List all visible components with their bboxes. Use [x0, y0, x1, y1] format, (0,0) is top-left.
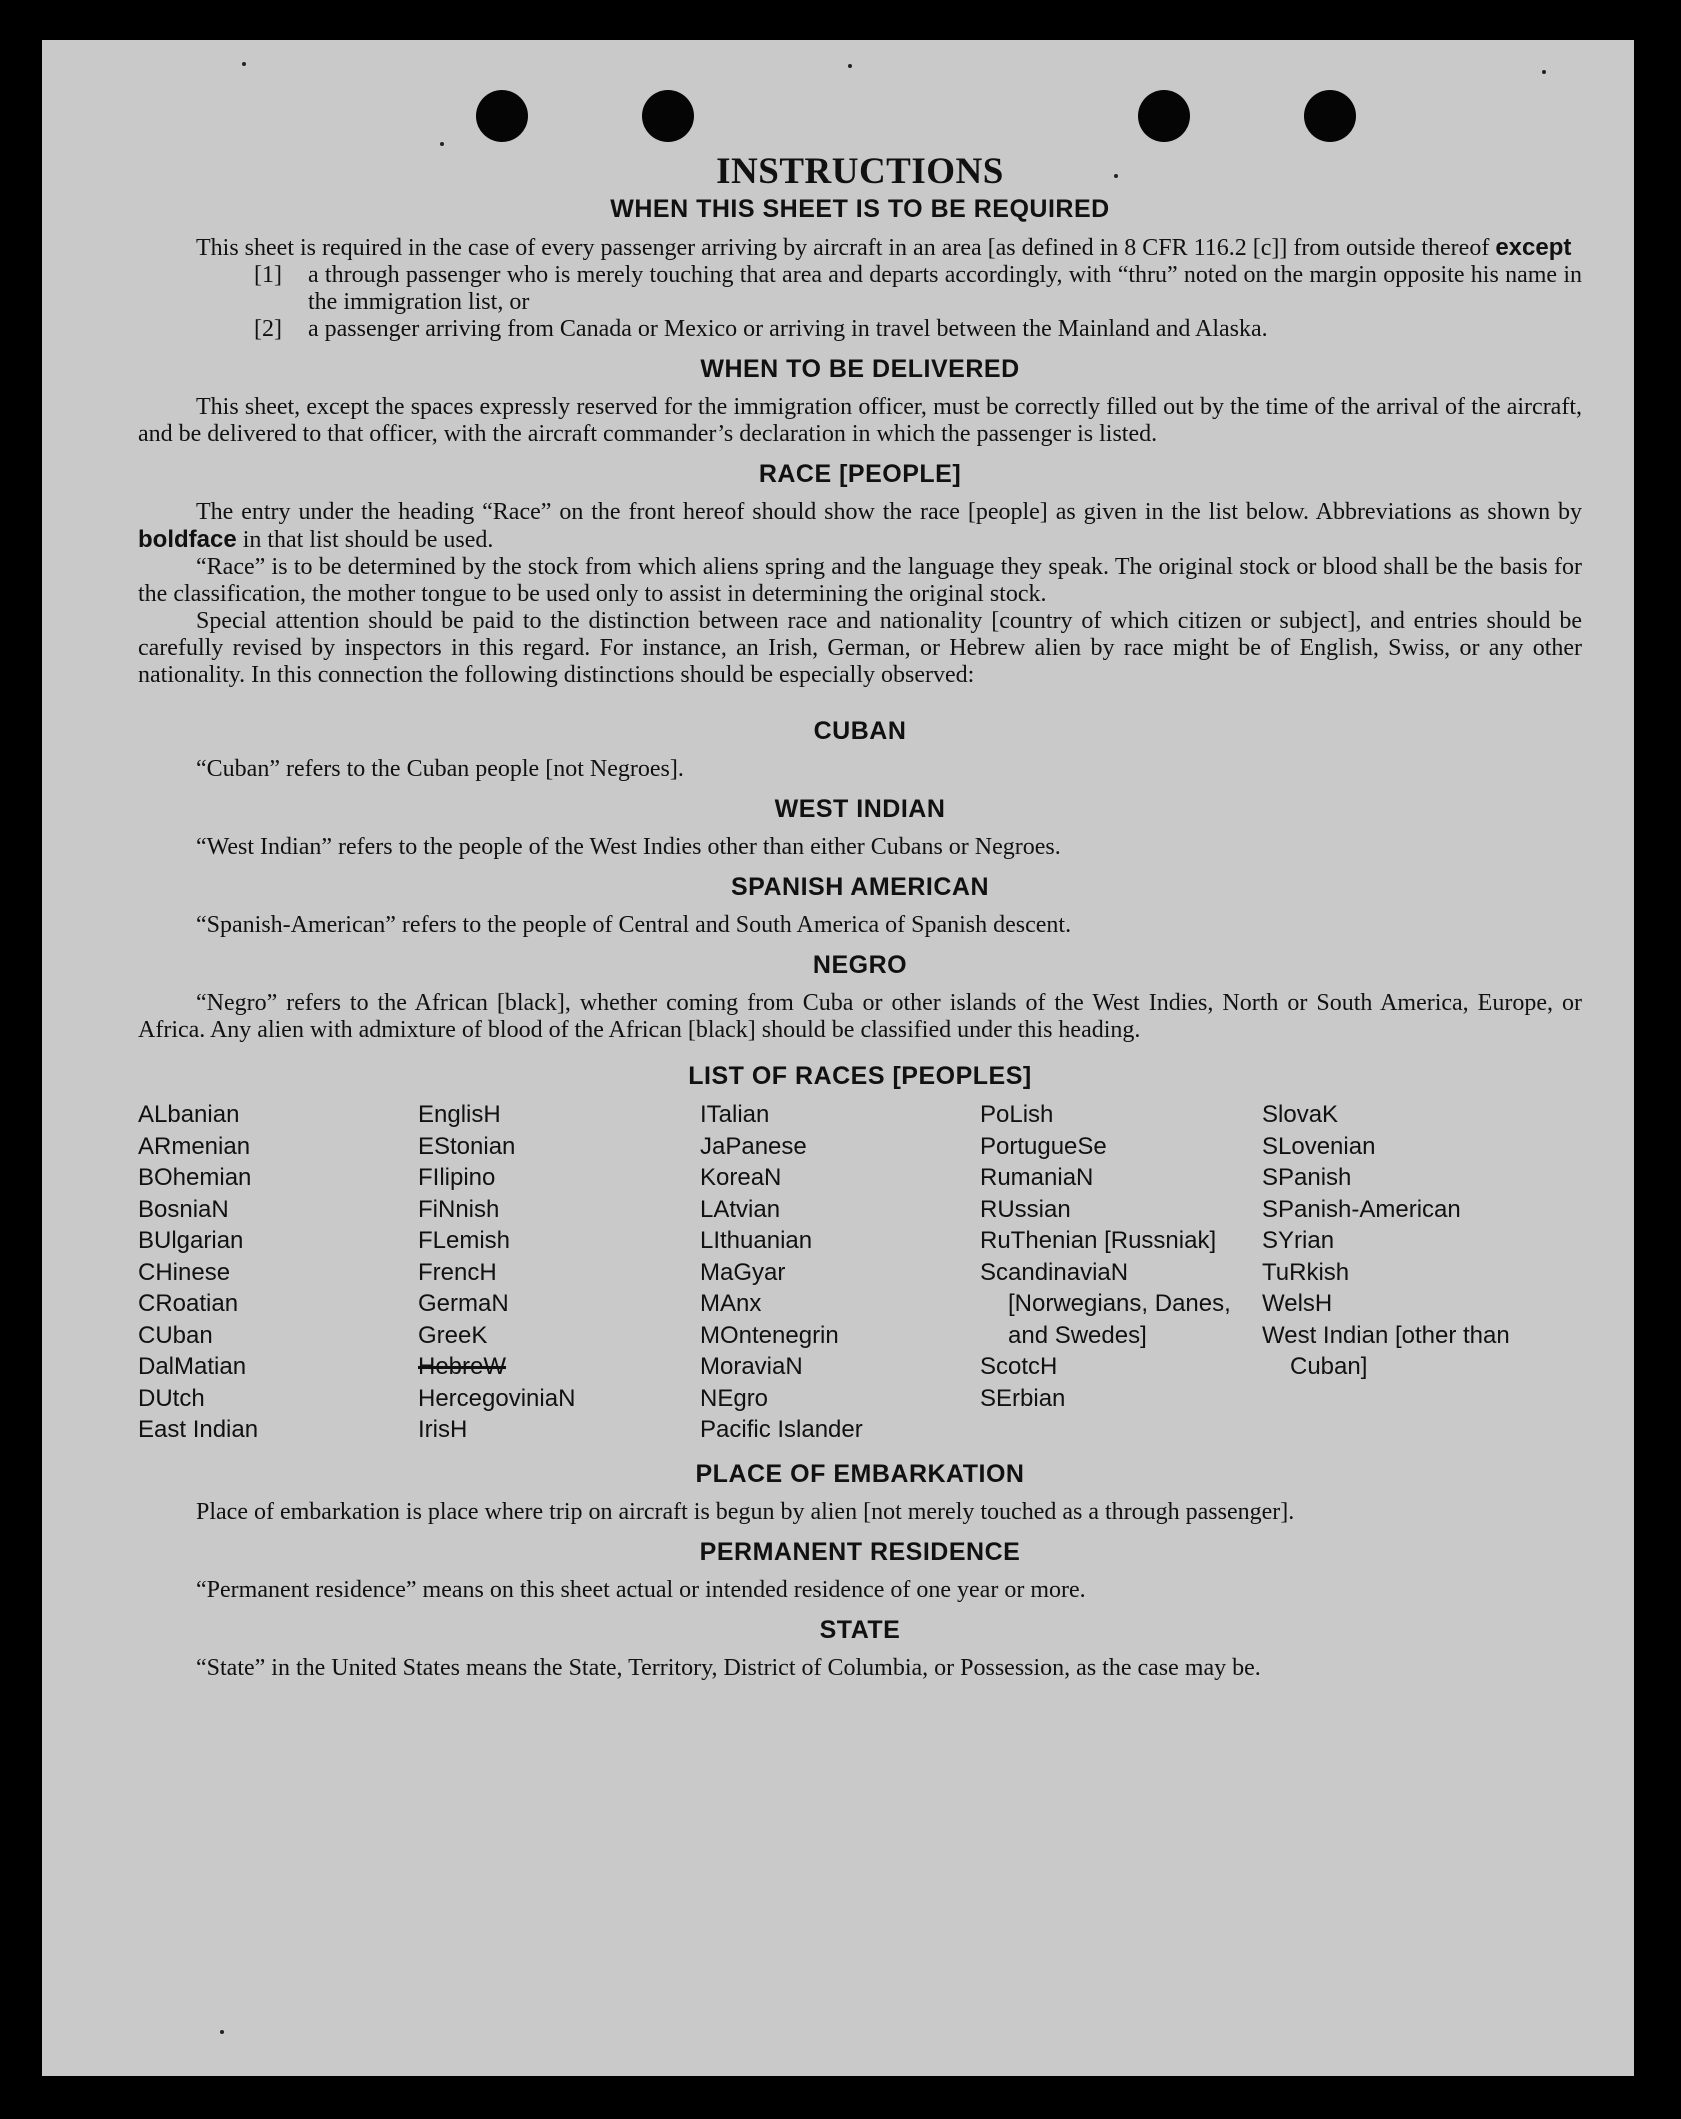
race-entry: GreeK — [418, 1321, 488, 1349]
race-entry: West Indian [other than Cuban] — [1262, 1321, 1510, 1380]
race-entry: BUlgarian — [138, 1227, 244, 1254]
race-entry: MoraviaN — [700, 1353, 803, 1380]
race-entry: TuRkish — [1262, 1258, 1350, 1286]
race-entry: CHinese — [138, 1258, 231, 1286]
race-entry: LAtvian — [700, 1195, 781, 1223]
speck — [848, 64, 852, 68]
race-paragraph: Special attention should be paid to the distinction between race and nationality [country of which citizen or subject], and entries should be carefully revised by inspectors in this regard. For instance, an Irish, German, or Hebrew alien by race might be of English, Swiss, or any other nationality. In this connection the following distinctions should be especially observed: — [138, 608, 1582, 688]
race-entry: DalMatian — [138, 1353, 247, 1380]
section-heading: SPANISH AMERICAN — [730, 873, 989, 901]
race-list — [138, 1099, 1582, 1446]
race-entry: FiNnish — [418, 1195, 500, 1223]
race-entry: East Indian — [138, 1416, 259, 1443]
race-entry: RuThenian [Russniak] — [980, 1227, 1217, 1254]
speck — [220, 2030, 224, 2034]
race-entry: EnglisH — [418, 1101, 501, 1128]
race-entry: IrisH — [418, 1416, 468, 1443]
delivered-text: This sheet, except the spaces expressly reserved for the immigration officer, must be correctly filled out by the time of the arrival of the aircraft, and be delivered to that officer, with the aircraft commander’s declaration in which the passenger is listed. — [138, 394, 1582, 447]
race-column — [1262, 1099, 1582, 1446]
embarkation-text: Place of embarkation is place where trip on aircraft is begun by alien [not merely touched as a through passenger]. — [196, 1498, 1295, 1525]
cuban-text: “Cuban” refers to the Cuban people [not Negroes]. — [196, 756, 684, 782]
race-entry: DUtch — [138, 1384, 205, 1412]
race-entry: FLemish — [418, 1227, 511, 1254]
race-paragraph: The entry under the heading “Race” on the front hereof should show the race [people] as given in the list below. Abbreviations as shown by boldface in that list should be used. — [138, 499, 1582, 553]
race-entry: RumaniaN — [980, 1164, 1094, 1191]
state-text: “State” in the United States means the State, Territory, District of Columbia, or Possession, as the case may be. — [196, 1654, 1261, 1681]
negro-text: “Negro” refers to the African [black], whether coming from Cuba or other islands of the West Indies, North or South America, Europe, or Africa. Any alien with admixture of blood of the African [black] should be classified under this heading. — [138, 990, 1582, 1043]
race-entry: SLovenian — [1262, 1132, 1376, 1160]
punch-hole — [1304, 90, 1356, 142]
race-entry: SlovaK — [1262, 1101, 1339, 1128]
section-heading: STATE — [819, 1615, 901, 1644]
exception-item: [1] a through passenger who is merely touching that area and departs accordingly, with “thru” noted on the margin opposite his name in the immigration list, or — [254, 262, 1582, 315]
instructions-content — [138, 150, 1582, 1682]
race-column — [700, 1099, 980, 1446]
race-entry: SPanish — [1262, 1164, 1352, 1191]
speck — [440, 142, 444, 146]
race-entry-struck: HebreW — [418, 1353, 507, 1380]
race-entry: SErbian — [980, 1384, 1066, 1412]
speck — [1542, 70, 1546, 74]
punch-hole — [1138, 90, 1190, 142]
race-entry: ALbanian — [138, 1101, 240, 1128]
race-entry: FIlipino — [418, 1164, 496, 1191]
speck — [242, 62, 246, 66]
race-entry: Pacific Islander — [700, 1416, 863, 1443]
section-heading: WEST INDIAN — [774, 795, 946, 823]
race-entry: MAnx — [700, 1290, 762, 1317]
section-heading: NEGRO — [812, 951, 908, 979]
race-entry: LIthuanian — [700, 1227, 813, 1254]
race-entry: ScandinaviaN [Norwegians, Danes, and Swedes] — [980, 1258, 1231, 1349]
exception-item: [2] a passenger arriving from Canada or Mexico or arriving in travel between the Mainland and Alaska. — [254, 316, 1268, 342]
race-entry: CUban — [138, 1321, 213, 1349]
race-column — [138, 1099, 418, 1446]
race-entry: KoreaN — [700, 1164, 782, 1191]
race-entry: PoLish — [980, 1101, 1054, 1128]
page-title: INSTRUCTIONS — [716, 151, 1004, 192]
punch-hole — [476, 90, 528, 142]
punch-hole — [642, 90, 694, 142]
race-entry: MaGyar — [700, 1258, 786, 1286]
race-column — [980, 1099, 1262, 1446]
race-entry: CRoatian — [138, 1290, 239, 1317]
race-entry: SPanish-American — [1262, 1195, 1461, 1223]
race-entry: ITalian — [700, 1101, 770, 1128]
residence-text: “Permanent residence” means on this sheet actual or intended residence of one year or more. — [196, 1576, 1086, 1603]
race-entry: NEgro — [700, 1384, 769, 1412]
race-entry: ARmenian — [138, 1132, 251, 1160]
section-heading: PERMANENT RESIDENCE — [699, 1537, 1021, 1566]
race-entry: BosniaN — [138, 1195, 229, 1223]
race-entry: RUssian — [980, 1195, 1071, 1223]
race-entry: HercegoviniaN — [418, 1384, 576, 1412]
section-heading: RACE [PEOPLE] — [758, 460, 962, 488]
race-entry: GermaN — [418, 1290, 509, 1317]
race-column — [418, 1099, 700, 1446]
required-intro: This sheet is required in the case of every passenger arriving by aircraft in an area [as defined in 8 CFR 116.2 [c]] from outside thereof except — [196, 234, 1572, 261]
section-heading: CUBAN — [813, 717, 907, 745]
race-entry: FrencH — [418, 1258, 497, 1286]
document-page — [42, 40, 1634, 2076]
race-entry: BOhemian — [138, 1164, 252, 1191]
race-entry: WelsH — [1262, 1290, 1333, 1317]
race-entry: ScotcH — [980, 1353, 1058, 1380]
spanish-american-text: “Spanish-American” refers to the people of Central and South America of Spanish descent. — [196, 912, 1072, 938]
west-indian-text: “West Indian” refers to the people of the West Indies other than either Cubans or Negroes. — [196, 834, 1061, 860]
race-entry: PortugueSe — [980, 1132, 1107, 1160]
race-paragraph: “Race” is to be determined by the stock from which aliens spring and the language they speak. The original stock or blood shall be the basis for the classification, the mother tongue to be used only to assist in determining the original stock. — [138, 554, 1582, 607]
section-heading: PLACE OF EMBARKATION — [695, 1459, 1025, 1488]
section-heading: WHEN THIS SHEET IS TO BE REQUIRED — [610, 195, 1110, 223]
race-entry: SYrian — [1262, 1227, 1335, 1254]
race-entry: EStonian — [418, 1132, 516, 1160]
section-heading: LIST OF RACES [PEOPLES] — [688, 1062, 1032, 1090]
section-heading: WHEN TO BE DELIVERED — [700, 355, 1020, 383]
race-entry: MOntenegrin — [700, 1321, 839, 1349]
race-entry: JaPanese — [700, 1132, 807, 1160]
